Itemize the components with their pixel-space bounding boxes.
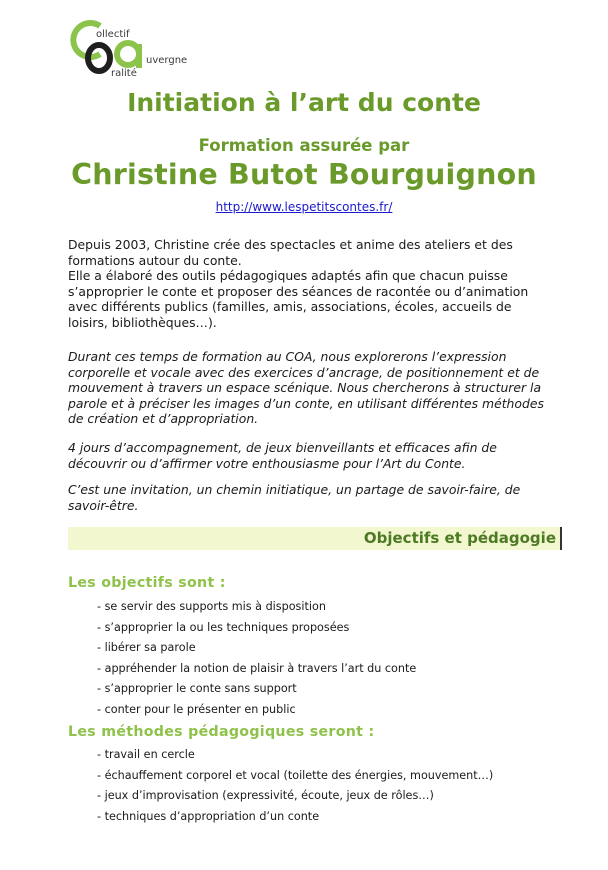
list-item: - conter pour le présenter en public: [97, 702, 296, 716]
methods-list: [97, 745, 493, 827]
list-item: - travail en cercle: [97, 748, 195, 761]
list-item: - s’approprier le conte sans support: [97, 682, 297, 696]
accompaniment-paragraph: [68, 440, 556, 471]
text-line: s’approprier le conte et proposer des séances de racontée ou d’animation: [68, 283, 529, 299]
text-line: mouvement à travers un espace scénique. Nous chercherons à structurer la: [68, 380, 542, 396]
intro-paragraph: [68, 237, 556, 331]
logo-word-auvergne: uvergne: [146, 55, 188, 66]
text-line: parole et à préciser les images d’un conte, en utilisant différentes méthodes: [68, 395, 544, 411]
list-item: - techniques d’appropriation d’un conte: [97, 809, 320, 823]
list-item: - échauffement corporel et vocal (toilette des énergies, mouvement…): [97, 768, 494, 782]
formation-paragraph: [68, 349, 556, 427]
logo-word-collectif: ollectif: [96, 29, 130, 40]
text-line: corporelle et vocale avec des exercices d’ancrage, de positionnement et de: [68, 364, 540, 380]
text-line: C’est une invitation, un chemin initiatique, un partage de savoir-faire, de: [68, 482, 521, 497]
website-link[interactable]: http://www.lespetitscontes.fr/: [215, 200, 393, 214]
text-line: découvrir ou d’affirmer votre enthousiasme pour l’Art du Conte.: [68, 455, 466, 471]
list-item: - se servir des supports mis à disposition: [97, 600, 326, 613]
logo-word-oralite: ralité: [111, 68, 137, 79]
methods-heading: Les méthodes pédagogiques seront :: [68, 724, 375, 740]
objectives-heading: Les objectifs sont :: [68, 575, 226, 591]
section-title: Objectifs et pédagogie: [363, 529, 556, 547]
text-line: loisirs, bibliothèques…).: [68, 314, 217, 330]
invitation-paragraph: [68, 482, 556, 513]
list-item: - jeux d’improvisation (expressivité, écoute, jeux de rôles…): [97, 789, 434, 803]
text-line: formations autour du conte.: [68, 252, 242, 268]
text-line: Elle a élaboré des outils pédagogiques adaptés afin que chacun puisse: [68, 268, 508, 284]
text-line: avec différents publics (familles, amis, associations, écoles, accueils de: [68, 299, 512, 315]
text-line: de création et d’appropriation.: [68, 411, 259, 427]
page-title: Initiation à l’art du conte: [127, 88, 481, 117]
coa-logo: [66, 16, 206, 86]
list-item: - libérer sa parole: [97, 641, 196, 655]
objectives-list: [97, 597, 416, 721]
section-header: [68, 527, 562, 550]
text-line: 4 jours d’accompagnement, de jeux bienveillants et efficaces afin de: [68, 440, 497, 455]
trainer-name: Christine Butot Bourguignon: [71, 158, 537, 191]
text-line: Depuis 2003, Christine crée des spectacles et anime des ateliers et des: [68, 237, 513, 252]
text-line: savoir-être.: [68, 497, 139, 513]
list-item: - appréhender la notion de plaisir à travers l’art du conte: [97, 661, 417, 675]
text-line: Durant ces temps de formation au COA, nous explorerons l’expression: [68, 349, 507, 364]
list-item: - s’approprier la ou les techniques proposées: [97, 620, 350, 634]
subtitle: Formation assurée par: [198, 136, 410, 155]
